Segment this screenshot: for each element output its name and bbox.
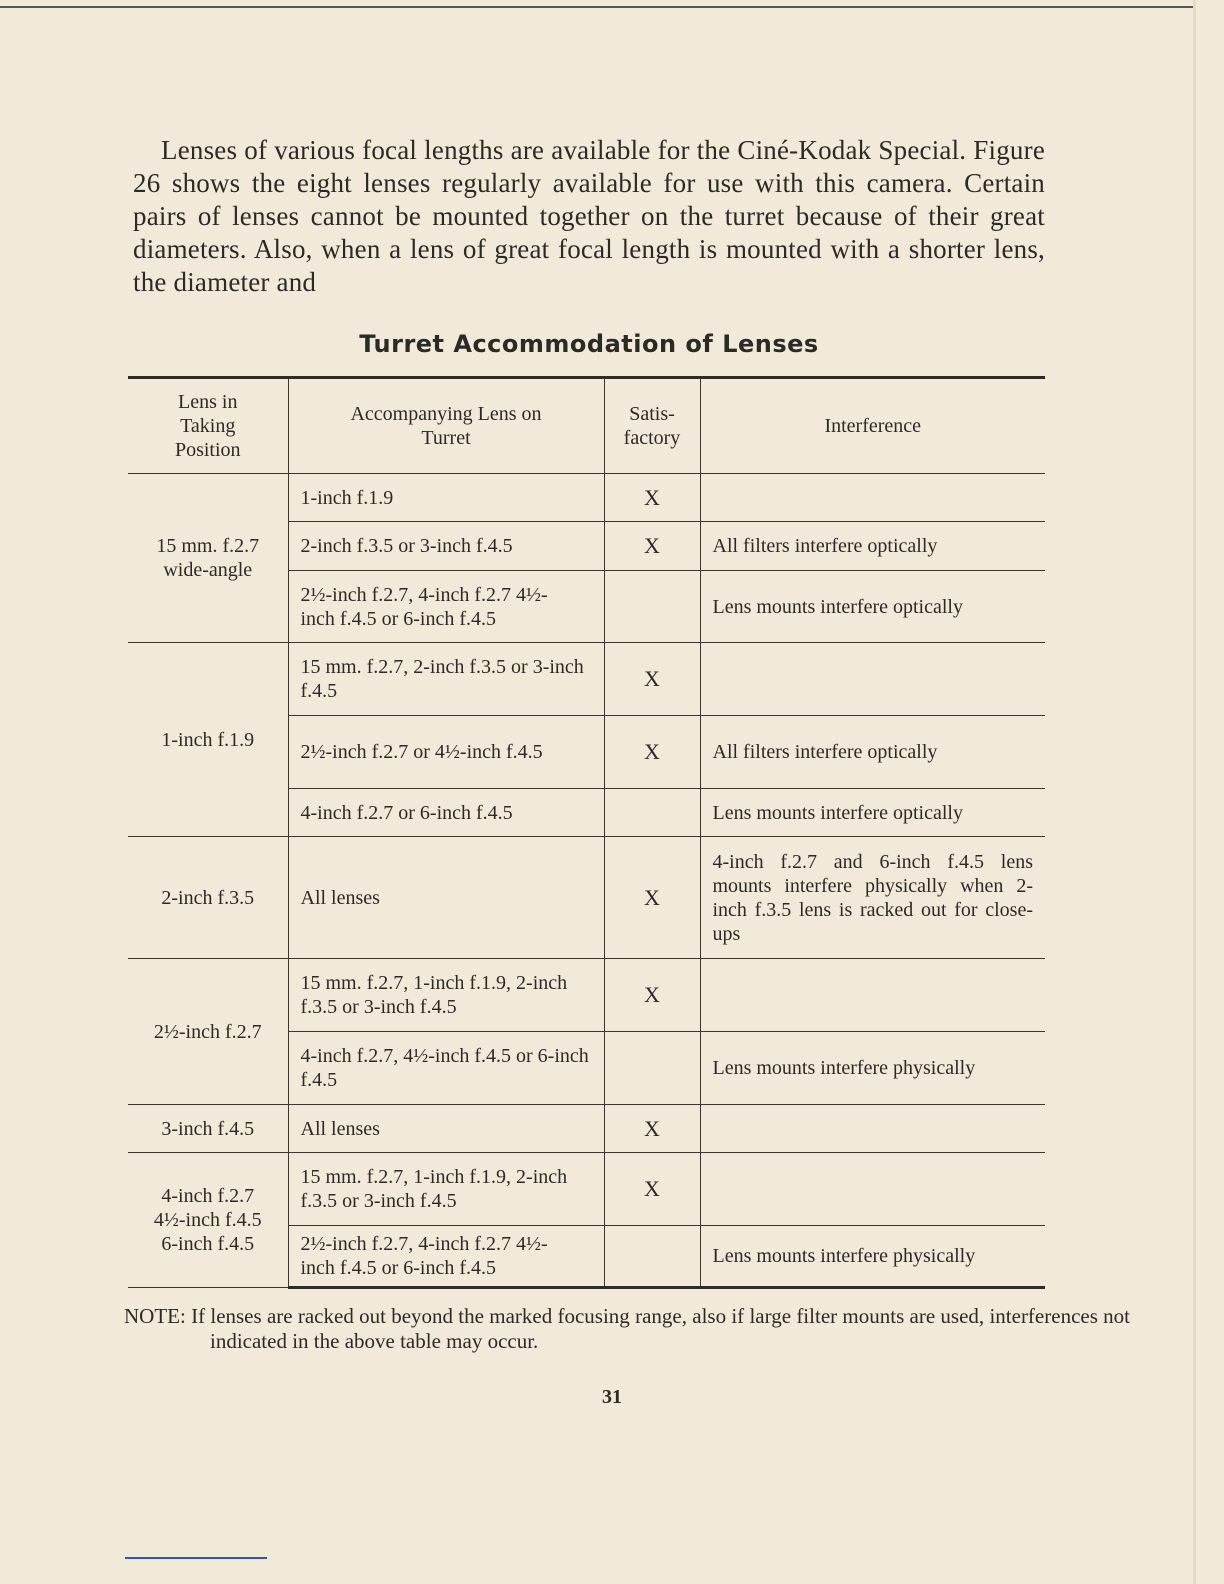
page-number: 31 [602,1386,622,1408]
satisfactory-cell: X [604,643,700,716]
lens-cell: 2½-inch f.2.7 [128,959,288,1105]
header-interference: Interference [700,378,1045,474]
accompanying-cell: 4-inch f.2.7 or 6-inch f.4.5 [288,789,604,837]
page-edge [1193,0,1196,1584]
accompanying-cell: 15 mm. f.2.7, 1-inch f.1.9, 2-inch f.3.5 or 3-inch f.4.5 [288,959,604,1032]
accompanying-cell: 2½-inch f.2.7 or 4½-inch f.4.5 [288,716,604,789]
table-note: NOTE: If lenses are racked out beyond the marked focusing range, also if large filter mounts are used, interferences not indicated in the above table may occur. [124,1304,1130,1353]
accompanying-cell: 15 mm. f.2.7, 1-inch f.1.9, 2-inch f.3.5 or 3-inch f.4.5 [288,1153,604,1226]
satisfactory-cell: X [604,716,700,789]
table-row [128,959,1045,1032]
intro-paragraph: Lenses of various focal lengths are available for the Ciné-Kodak Special. Figure 26 shows the eight lenses regularly available for use with this camera. Certain pairs of lenses cannot be mounted together on the turret because of their great diameters. Also, when a lens of great focal length is mounted with a shorter lens, the diameter and [133,135,1045,297]
table-row [128,474,1045,522]
header-satisfactory: Satis-factory [604,378,700,474]
satisfactory-cell: X [604,522,700,571]
interference-cell: All filters interfere optically [700,522,1045,571]
accompanying-cell: 1-inch f.1.9 [288,474,604,522]
interference-cell: All filters interfere optically [700,716,1045,789]
lens-cell: 2-inch f.3.5 [128,837,288,959]
satisfactory-cell [604,1226,700,1288]
interference-cell [700,1153,1045,1226]
interference-cell [700,643,1045,716]
interference-cell [700,1105,1045,1153]
interference-cell: Lens mounts interfere optically [700,571,1045,643]
interference-cell [700,959,1045,1032]
header-lens: Lens in Taking Position [128,378,288,474]
accompanying-cell: 4-inch f.2.7, 4½-inch f.4.5 or 6-inch f.4.5 [288,1032,604,1105]
table-row [128,1105,1045,1153]
interference-cell: Lens mounts interfere physically [700,1032,1045,1105]
lens-cell: 1-inch f.1.9 [128,643,288,837]
accompanying-cell: 2-inch f.3.5 or 3-inch f.4.5 [288,522,604,571]
accompanying-cell: 2½-inch f.2.7, 4-inch f.2.7 4½-inch f.4.5 or 6-inch f.4.5 [288,571,604,643]
interference-cell: 4-inch f.2.7 and 6-inch f.4.5 lens mounts interfere physically when 2-inch f.3.5 lens is racked out for close-ups [700,837,1045,959]
accompanying-cell: All lenses [288,1105,604,1153]
lens-table [128,376,1045,1289]
table-title: Turret Accommodation of Lenses [359,330,819,358]
satisfactory-cell: X [604,837,700,959]
satisfactory-cell: X [604,1153,700,1226]
accompanying-cell: All lenses [288,837,604,959]
header-accompanying: Accompanying Lens on Turret [288,378,604,474]
header-row [128,378,1045,474]
interference-cell: Lens mounts interfere optically [700,789,1045,837]
accompanying-cell: 2½-inch f.2.7, 4-inch f.2.7 4½-inch f.4.5 or 6-inch f.4.5 [288,1226,604,1288]
satisfactory-cell [604,571,700,643]
table-row [128,837,1045,959]
interference-cell [700,474,1045,522]
lens-cell: 3-inch f.4.5 [128,1105,288,1153]
table-row [128,643,1045,716]
satisfactory-cell: X [604,1105,700,1153]
satisfactory-cell [604,1032,700,1105]
lens-cell: 15 mm. f.2.7 wide-angle [128,474,288,643]
satisfactory-cell: X [604,474,700,522]
interference-cell: Lens mounts interfere physically [700,1226,1045,1288]
top-rule [0,6,1194,8]
satisfactory-cell: X [604,959,700,1032]
lens-cell: 4-inch f.2.7 4½-inch f.4.5 6-inch f.4.5 [128,1153,288,1288]
accompanying-cell: 15 mm. f.2.7, 2-inch f.3.5 or 3-inch f.4.5 [288,643,604,716]
blue-underline [125,1557,267,1559]
satisfactory-cell [604,789,700,837]
table-row [128,1153,1045,1226]
